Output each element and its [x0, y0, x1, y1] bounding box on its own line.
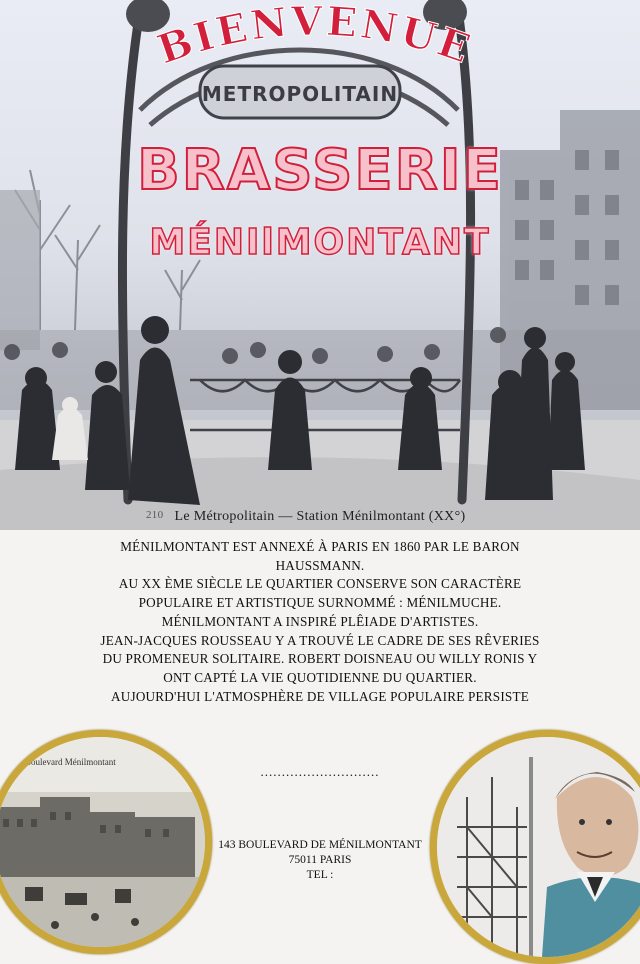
history-line-3: MÉNILMONTANT A INSPIRÉ PLÊIADE D'ARTISTES.: [161, 613, 479, 629]
welcome-text: BIENVENUE: [151, 0, 479, 74]
brand-name-line2: MÉNIlMONTANT: [149, 222, 491, 263]
caption-number: 210: [146, 509, 164, 521]
photo-caption: [0, 509, 640, 525]
svg-text:BIENVENUE: [152, 0, 479, 74]
address-tel: TEL :: [306, 869, 334, 881]
portrait-and-scaffold-photo: [437, 737, 640, 957]
portrait-photo-circle: [430, 730, 640, 964]
address-street: 143 BOULEVARD DE MÉNILMONTANT: [218, 839, 422, 851]
boulevard-photo-circle: [0, 730, 212, 954]
address-block: [190, 838, 450, 883]
caption-text: Le Métropolitain — Station Ménilmontant (XX°): [174, 509, 466, 524]
metro-sign-text: METROPOLITAIN: [201, 82, 399, 106]
history-line-2: AU XX ÈME SIÈCLE LE QUARTIER CONSERVE SON CARACTÈRE POPULAIRE ET ARTISTIQUE SURNOMMÉ : MÉNILMUCHE.: [118, 576, 522, 611]
boulevard-photo: [0, 737, 205, 947]
history-line-1: MÉNILMONTANT EST ANNEXÉ À PARIS EN 1860 PAR LE BARON HAUSSMANN.: [120, 539, 520, 573]
boulevard-caption: Boulevard Ménilmontant: [25, 757, 116, 767]
history-line-5: AUJOURD'HUI L'ATMOSPHÈRE DE VILLAGE POPULAIRE PERSISTE: [111, 688, 529, 704]
welcome-heading: [0, 0, 640, 80]
history-text: [95, 538, 545, 706]
address-city: 75011 PARIS: [288, 854, 352, 866]
brand-name-line1: BRASSERIE: [137, 138, 503, 203]
history-line-4: JEAN-JACQUES ROUSSEAU Y A TROUVÉ LE CADRE DE SES RÊVERIES DU PROMENEUR SOLITAIRE. ROBERT DOISNEAU OU WILLY RONIS Y ONT CAPTÉ LA VIE QUOTIDIENNE DU QUARTIER.: [100, 632, 540, 685]
separator: ............................: [260, 764, 380, 779]
